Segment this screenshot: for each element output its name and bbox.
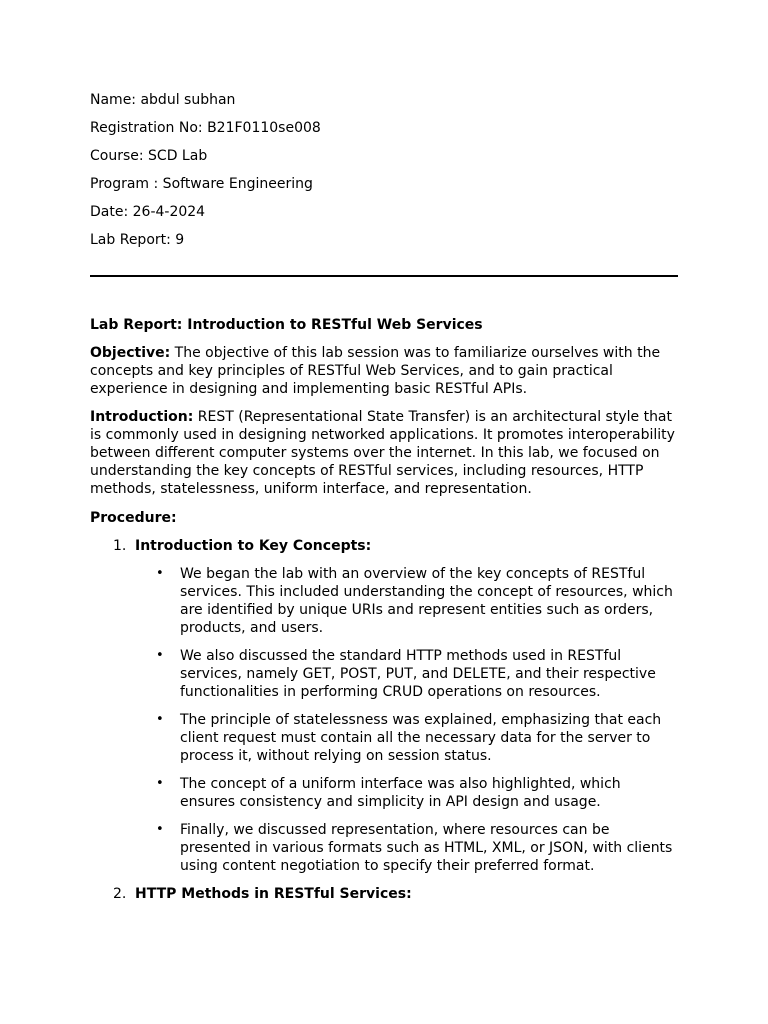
bullet-icon: • — [156, 648, 164, 663]
procedure-step — [90, 885, 678, 903]
introduction-label: Introduction: — [90, 409, 194, 425]
objective-label: Objective: — [90, 345, 171, 361]
student-name: Name: abdul subhan — [90, 92, 236, 108]
registration-number: Registration No: B21F0110se008 — [90, 120, 321, 136]
bullet-text: The concept of a uniform interface was also highlighted, which ensures consistency and simplicity in API design and usage. — [180, 776, 621, 810]
bullet-item — [135, 821, 678, 875]
procedure-steps — [90, 537, 678, 903]
bullet-icon: • — [156, 712, 164, 727]
bullet-text: We began the lab with an overview of the key concepts of RESTful services. This included understanding the concept of resources, which are identified by unique URIs and represent entities such as orders, products, and users. — [180, 566, 673, 636]
bullet-item — [135, 711, 678, 765]
course-name: Course: SCD Lab — [90, 148, 208, 164]
step-number: 2. — [113, 886, 127, 902]
introduction-text: REST (Representational State Transfer) is an architectural style that is commonly used in designing networked applications. It promotes interoperability between different computer systems over the internet. In this lab, we focused on understanding the key concepts of RESTful services, including resources, HTTP methods, statelessness, uniform interface, and representation. — [90, 409, 675, 497]
document-page — [90, 90, 678, 903]
bullet-text: We also discussed the standard HTTP methods used in RESTful services, namely GET, POST, PUT, and DELETE, and their respective functionalities in performing CRUD operations on resources. — [180, 648, 656, 700]
bullet-item — [135, 647, 678, 701]
step-bullets — [135, 565, 678, 875]
bullet-icon: • — [156, 776, 164, 791]
step-number: 1. — [113, 538, 127, 554]
header-info — [90, 90, 678, 251]
step-title: Introduction to Key Concepts: — [135, 538, 372, 554]
horizontal-divider — [90, 275, 678, 277]
introduction-paragraph — [90, 408, 678, 498]
bullet-icon: • — [156, 566, 164, 581]
bullet-item — [135, 565, 678, 637]
bullet-text: The principle of statelessness was explained, emphasizing that each client request must contain all the necessary data for the server to process it, without relying on session status. — [180, 712, 662, 764]
bullet-text: Finally, we discussed representation, where resources can be presented in various formats such as HTML, XML, or JSON, with clients using content negotiation to specify their preferred format. — [180, 822, 673, 874]
objective-paragraph — [90, 344, 678, 398]
bullet-item — [135, 775, 678, 811]
report-title: Lab Report: Introduction to RESTful Web Services — [90, 317, 483, 333]
procedure-step — [90, 537, 678, 875]
report-date: Date: 26-4-2024 — [90, 204, 206, 220]
step-title: HTTP Methods in RESTful Services: — [135, 886, 412, 902]
procedure-heading: Procedure: — [90, 510, 177, 526]
lab-report-number: Lab Report: 9 — [90, 232, 185, 248]
program-name: Program : Software Engineering — [90, 176, 313, 192]
bullet-icon: • — [156, 822, 164, 837]
objective-text: The objective of this lab session was to familiarize ourselves with the concepts and key principles of RESTful Web Services, and to gain practical experience in designing and implementing basic RESTful APIs. — [90, 345, 661, 397]
